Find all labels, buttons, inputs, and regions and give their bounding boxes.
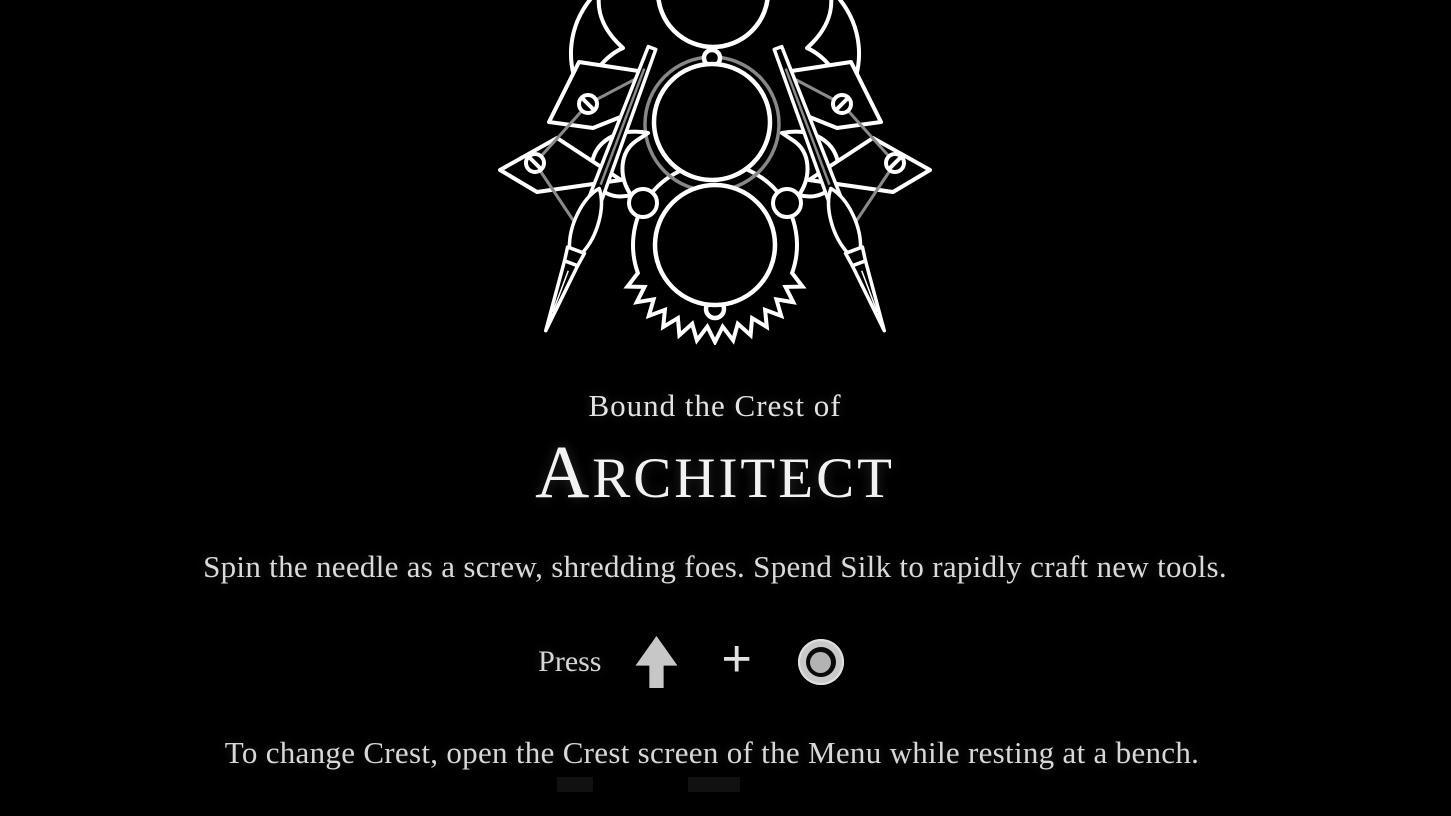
faded-ui-remnant — [557, 777, 593, 792]
crest-change-hint: To change Crest, open the Crest screen of the Menu while resting at a bench. — [224, 735, 1200, 770]
press-label: Press — [538, 645, 602, 678]
architect-crest-icon — [493, 0, 937, 345]
plus-separator: + — [721, 630, 752, 688]
faded-ui-remnant — [688, 777, 740, 792]
up-arrow-key-icon — [635, 636, 677, 688]
crest-name: ARCHITECT — [535, 431, 895, 514]
crest-description: Spin the needle as a screw, shredding foes. Spend Silk to rapidly craft new tools. — [203, 549, 1227, 584]
circle-button-ring — [806, 647, 836, 677]
crest-intro-text: Bound the Crest of — [588, 388, 842, 423]
circle-button-icon — [798, 639, 844, 685]
press-prompt — [0, 630, 1382, 694]
